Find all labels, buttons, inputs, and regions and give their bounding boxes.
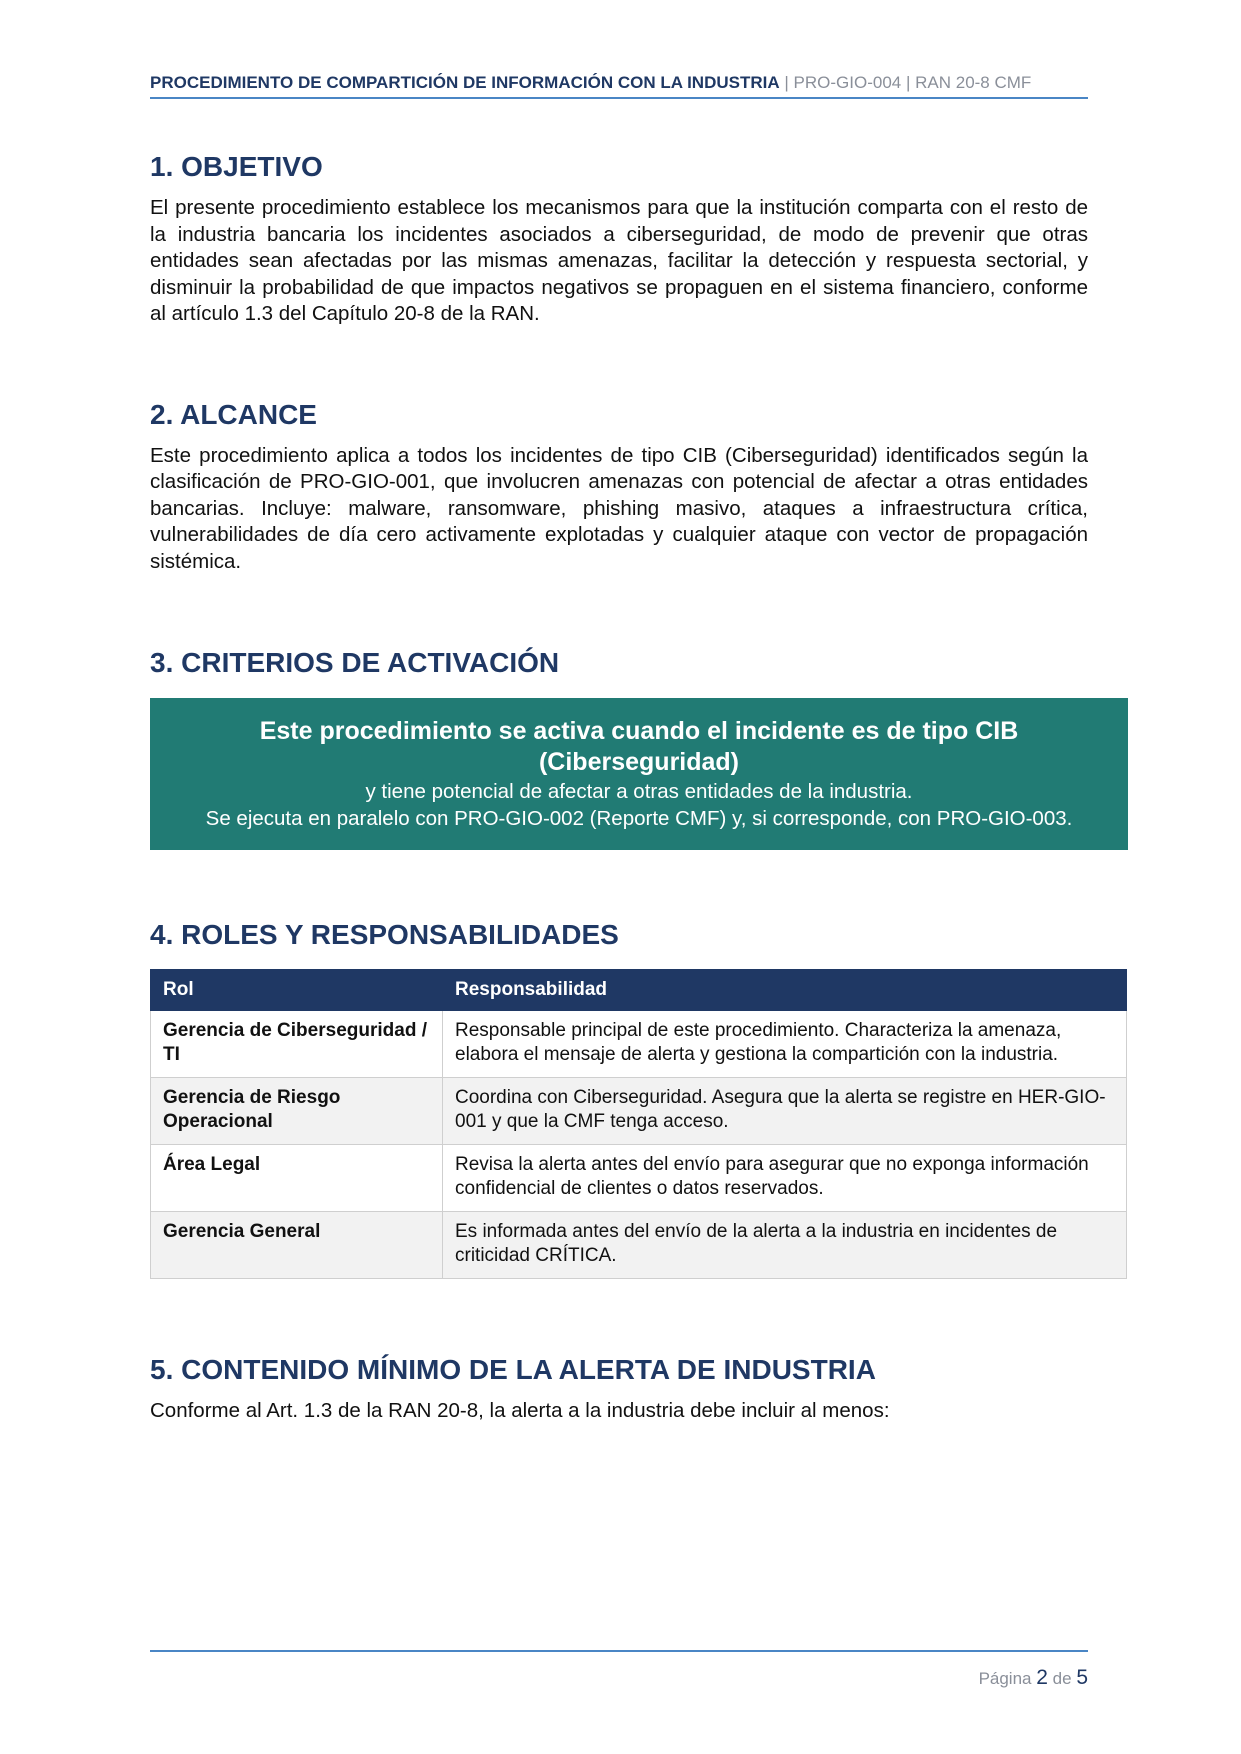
header-separator: | — [784, 73, 789, 92]
column-header-rol: Rol — [151, 970, 443, 1011]
table-row — [151, 1145, 1127, 1212]
table-row — [151, 1212, 1127, 1279]
role-cell: Gerencia de Ciberseguridad / TI — [151, 1011, 443, 1078]
table-header-row — [151, 970, 1127, 1011]
section-paragraph: El presente procedimiento establece los mecanismos para que la institución comparta con el resto de la industria bancaria los incidentes asociados a ciberseguridad, de modo de prevenir que otras entidades sean afectadas por las mismas amenazas, facilitar la detección y respuesta sectorial, y disminuir la probabilidad de que impactos negativos se propaguen en el sistema financiero, conforme al artículo 1.3 del Capítulo 20-8 de la RAN. — [150, 196, 1088, 325]
page-current: 2 — [1036, 1666, 1048, 1689]
page-label: Página — [978, 1669, 1032, 1688]
document-body — [150, 150, 1106, 1425]
roles-table — [150, 969, 1127, 1279]
column-header-responsabilidad: Responsabilidad — [443, 970, 1127, 1011]
header-title: PROCEDIMIENTO DE COMPARTICIÓN DE INFORMACIÓN CON LA INDUSTRIA — [150, 73, 780, 92]
role-cell: Gerencia de Riesgo Operacional — [151, 1078, 443, 1145]
section-heading: 3. CRITERIOS DE ACTIVACIÓN — [150, 647, 560, 678]
section-heading: 1. OBJETIVO — [150, 151, 323, 182]
page-of-label: de — [1052, 1669, 1072, 1688]
section-paragraph: Este procedimiento aplica a todos los incidentes de tipo CIB (Ciberseguridad) identificados según la clasificación de PRO-GIO-001, que involucren amenazas con potencial de afectar a otras entidades bancarias. Incluye: malware, ransomware, phishing masivo, ataques a infraestructura crítica, vulnerabilidades de día cero activamente explotadas y cualquier ataque con vector de propagación sistémica. — [150, 443, 1088, 573]
section-heading: 5. CONTENIDO MÍNIMO DE LA ALERTA DE INDUSTRIA — [150, 1354, 876, 1385]
running-footer — [150, 1650, 1088, 1690]
section-criterios — [150, 646, 1088, 850]
responsibility-cell: Responsable principal de este procedimiento. Characteriza la amenaza, elabora el mensaje de alerta y gestiona la compartición con la industria. — [443, 1011, 1127, 1078]
page-total: 5 — [1076, 1666, 1088, 1689]
table-row — [151, 1078, 1127, 1145]
section-heading: 4. ROLES Y RESPONSABILIDADES — [150, 919, 619, 950]
callout-line: Se ejecuta en paralelo con PRO-GIO-002 (Reporte CMF) y, si corresponde, con PRO-GIO-003. — [205, 807, 1073, 830]
responsibility-cell: Coordina con Ciberseguridad. Asegura que la alerta se registre en HER-GIO-001 y que la CMF tenga acceso. — [443, 1078, 1127, 1145]
section-alcance — [150, 398, 1088, 576]
responsibility-cell: Revisa la alerta antes del envío para asegurar que no exponga información confidencial de clientes o datos reservados. — [443, 1145, 1127, 1212]
header-separator: | — [905, 73, 911, 92]
section-contenido — [150, 1353, 1088, 1425]
header-regulation-reference: RAN 20-8 CMF — [915, 73, 1032, 92]
running-header — [150, 73, 1088, 99]
callout-line: y tiene potencial de afectar a otras entidades de la industria. — [365, 780, 913, 803]
callout-headline: Este procedimiento se activa cuando el incidente es de tipo CIB (Ciberseguridad) — [259, 717, 1019, 776]
section-paragraph: Conforme al Art. 1.3 de la RAN 20-8, la alerta a la industria debe incluir al menos: — [150, 1399, 890, 1422]
role-cell: Área Legal — [151, 1145, 443, 1212]
section-objetivo — [150, 150, 1088, 328]
role-cell: Gerencia General — [151, 1212, 443, 1279]
table-row — [151, 1011, 1127, 1078]
header-document-code: PRO-GIO-004 — [793, 73, 902, 92]
page-number — [150, 1666, 1088, 1690]
section-roles — [150, 918, 1106, 1279]
activation-callout — [150, 698, 1128, 850]
responsibility-cell: Es informada antes del envío de la alerta a la industria en incidentes de criticidad CRÍTICA. — [443, 1212, 1127, 1279]
section-heading: 2. ALCANCE — [150, 398, 317, 430]
